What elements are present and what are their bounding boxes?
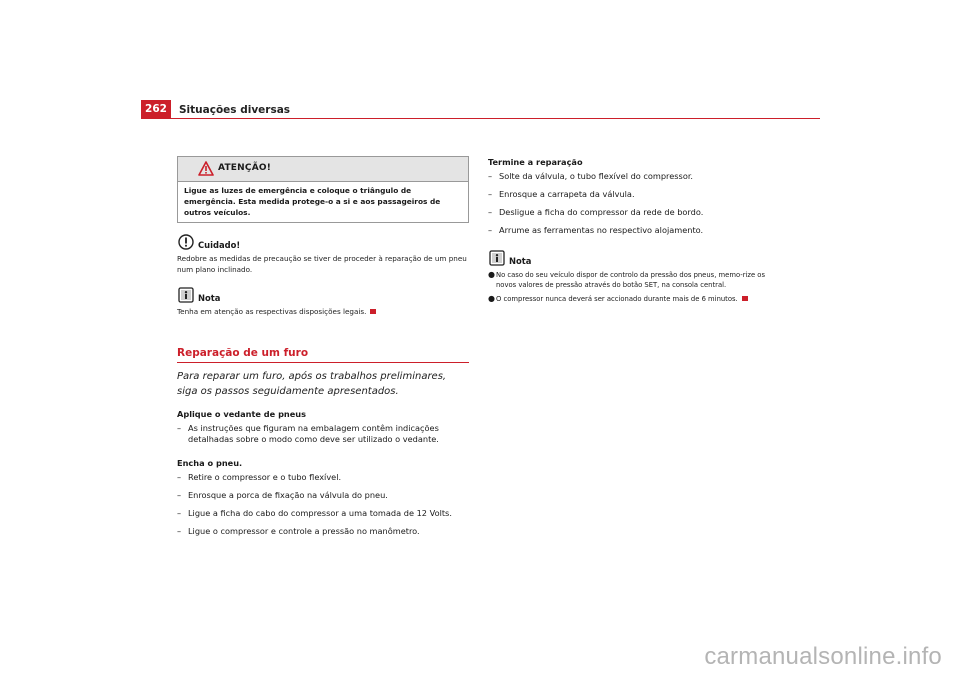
warning-triangle-icon bbox=[198, 161, 214, 176]
caution-text: Redobre as medidas de precaução se tiver de proceder à reparação de um pneu num plano inclinado. bbox=[177, 254, 467, 274]
dash-marker: – bbox=[488, 189, 493, 199]
step-item: – Enrosque a carrapeta da válvula. bbox=[488, 189, 635, 199]
step-item: – Desligue a ficha do compressor da rede de bordo. bbox=[488, 207, 704, 217]
dash-marker: – bbox=[177, 423, 182, 433]
dash-marker: – bbox=[177, 490, 182, 500]
left-column bbox=[177, 156, 469, 537]
dash-marker: – bbox=[488, 225, 493, 235]
note-text: Tenha em atenção as respectivas disposições legais. bbox=[177, 307, 367, 316]
dash-marker: – bbox=[177, 526, 182, 536]
caution-notice bbox=[177, 234, 469, 275]
warning-header bbox=[178, 157, 468, 182]
note-bullet: ● O compressor nunca deverá ser accionado durante mais de 6 minutos. bbox=[488, 294, 780, 304]
right-column bbox=[488, 156, 780, 304]
steps-group-inflate bbox=[177, 457, 469, 537]
step-item: – Ligue o compressor e controle a pressão no manômetro. bbox=[177, 526, 420, 536]
dash-marker: – bbox=[177, 508, 182, 518]
step-item: – Ligue a ficha do cabo do compressor a uma tomada de 12 Volts. bbox=[177, 508, 452, 518]
end-mark bbox=[370, 309, 376, 314]
note-title: Nota bbox=[509, 256, 532, 266]
step-item: – Enrosque a porca de fixação na válvula do pneu. bbox=[177, 490, 388, 500]
bullet-icon: ● bbox=[488, 270, 495, 279]
sub-heading: Termine a reparação bbox=[488, 157, 583, 167]
warning-box bbox=[177, 156, 469, 223]
dash-marker: – bbox=[488, 207, 493, 217]
info-note-icon bbox=[178, 287, 194, 303]
step-item: – Solte da válvula, o tubo flexível do compressor. bbox=[488, 171, 694, 181]
exclamation-circle-icon bbox=[178, 234, 194, 250]
steps-group-finish bbox=[488, 156, 780, 236]
step-item: – Arrume as ferramentas no respectivo alojamento. bbox=[488, 225, 704, 235]
step-item: – As instruções que figuram na embalagem contêm indicações detalhadas sobre o modo como deve ser utilizado o vedante. bbox=[177, 423, 439, 444]
header-rule bbox=[141, 118, 820, 119]
section-rule bbox=[177, 362, 469, 363]
page-title: Situações diversas bbox=[179, 104, 291, 116]
section-intro: Para reparar um furo, após os trabalhos preliminares, siga os passos seguidamente apresentados. bbox=[177, 371, 447, 397]
step-item: – Retire o compressor e o tubo flexível. bbox=[177, 472, 342, 482]
dash-marker: – bbox=[488, 171, 493, 181]
page-number: 262 bbox=[141, 100, 171, 118]
bullet-icon: ● bbox=[488, 294, 495, 303]
note-body bbox=[177, 306, 469, 317]
watermark: carmanualsonline.info bbox=[704, 643, 942, 670]
caution-title: Cuidado! bbox=[198, 240, 241, 250]
end-mark bbox=[742, 296, 748, 301]
warning-title: ATENÇÃO! bbox=[218, 163, 272, 173]
sub-heading: Aplique o vedante de pneus bbox=[177, 409, 307, 419]
note-notice bbox=[177, 287, 469, 317]
note-notice-right bbox=[488, 250, 780, 304]
section-title: Reparação de um furo bbox=[177, 347, 309, 359]
steps-group-apply bbox=[177, 408, 469, 445]
note-title: Nota bbox=[198, 293, 221, 303]
page-header bbox=[141, 100, 820, 118]
info-note-icon bbox=[489, 250, 505, 266]
warning-text: Ligue as luzes de emergência e coloque o triângulo de emergência. Esta medida protege-o a si e aos passageiros de outros veículos. bbox=[184, 186, 441, 217]
note-bullet: ● No caso do seu veículo dispor de controlo da pressão dos pneus, memo-rize os novos valores de pressão através do botão SET, na consola central. bbox=[488, 270, 765, 289]
sub-heading: Encha o pneu. bbox=[177, 458, 243, 468]
dash-marker: – bbox=[177, 472, 182, 482]
